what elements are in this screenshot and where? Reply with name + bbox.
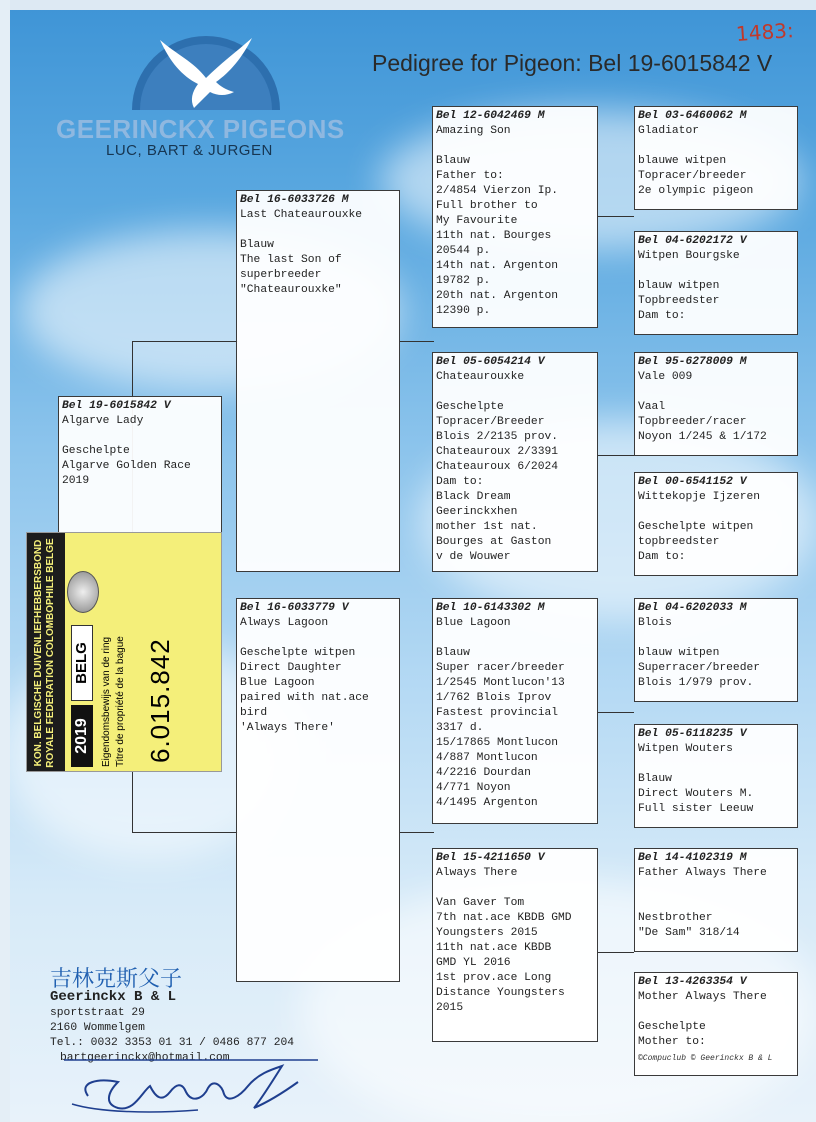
note-line: Father to:	[436, 170, 504, 182]
note-line: 12390 p.	[436, 305, 491, 317]
note-line: 4/1495 Argenton	[436, 797, 538, 809]
note-line: Geerinckxhen	[436, 506, 518, 518]
note-line: Noyon 1/245 & 1/172	[638, 431, 767, 443]
note-line: 11th nat.ace KBDB	[436, 942, 552, 954]
dam-card	[236, 598, 400, 982]
connector-line	[598, 455, 634, 456]
note-line: Blauw	[240, 239, 274, 251]
logo	[56, 28, 356, 160]
note-line: paired with nat.ace	[240, 692, 369, 704]
note-line: Dam to:	[638, 551, 686, 563]
email: bartgeerinckx@hotmail.com	[60, 1052, 230, 1064]
note-line: 1/2545 Montlucon'13	[436, 677, 565, 689]
note-line: Chateauroux 6/2024	[436, 461, 559, 473]
chinese-name: 吉林克斯父子	[50, 967, 183, 992]
connector-line	[132, 341, 238, 342]
note-line: Bourges at Gaston	[436, 536, 552, 548]
note-line: 2015	[436, 1002, 464, 1014]
note-line: 1st prov.ace Long	[436, 972, 552, 984]
federation-seal-icon	[67, 571, 99, 613]
note-line: 4/2216 Dourdan	[436, 767, 531, 779]
ring-number: Bel 13-4263354 V	[638, 976, 747, 988]
pigeon-name: Always There	[436, 867, 518, 879]
note-line: Geschelpte witpen	[638, 521, 754, 533]
sire-card	[236, 190, 400, 572]
note-line: "De Sam" 318/14	[638, 927, 740, 939]
note-line: Topracer/breeder	[638, 170, 747, 182]
note-line: Super racer/breeder	[436, 662, 565, 674]
note-line: topbreedster	[638, 536, 720, 548]
note-line: 20544 p.	[436, 245, 491, 257]
address-city: 2160 Wommelgem	[50, 1022, 145, 1034]
note-line: Black Dream	[436, 491, 511, 503]
note-line: Blue Lagoon	[240, 677, 315, 689]
note-line: Geschelpte	[436, 401, 504, 413]
note-line: Dam to:	[436, 476, 484, 488]
ring-number: Bel 00-6541152 V	[638, 476, 747, 488]
pigeon-name: Blue Lagoon	[436, 617, 511, 629]
sticker-ring-number: 6.015.842	[145, 638, 175, 763]
ssd-card	[634, 231, 798, 335]
note-line: v de Wouwer	[436, 551, 511, 563]
dove-icon	[156, 32, 256, 112]
breeder-name: Geerinckx B & L	[50, 989, 177, 1005]
note-line: Geschelpte witpen	[240, 647, 356, 659]
signature	[58, 1052, 318, 1122]
sire-dam-card	[432, 352, 598, 572]
ring-number: Bel 04-6202033 M	[638, 602, 747, 614]
sds-card	[634, 352, 798, 456]
note-line: Youngsters 2015	[436, 927, 538, 939]
pigeon-name: Blois	[638, 617, 672, 629]
dam-sire-card	[432, 598, 598, 824]
phone: Tel.: 0032 3353 01 31 / 0486 877 204	[50, 1037, 295, 1049]
ring-number: Bel 05-6118235 V	[638, 728, 747, 740]
ring-number: Bel 14-4102319 M	[638, 852, 747, 864]
ring-number: Bel 95-6278009 M	[638, 356, 747, 368]
ring-number: Bel 19-6015842 V	[62, 400, 171, 412]
note-line: Distance Youngsters	[436, 987, 565, 999]
subject-pigeon-card	[58, 396, 222, 554]
note-line: 1/762 Blois Iprov	[436, 692, 552, 704]
sire-sire-card	[432, 106, 598, 328]
note-line: 15/17865 Montlucon	[436, 737, 559, 749]
connector-line	[400, 341, 434, 342]
copyright-note: ©Compuclub © Geerinckx B & L	[638, 1054, 773, 1063]
pigeon-name: Mother Always There	[638, 991, 767, 1003]
note-line: 2019	[62, 475, 90, 487]
note-line: Geschelpte	[62, 445, 130, 457]
connector-line	[400, 832, 434, 833]
note-line: 'Always There'	[240, 722, 335, 734]
note-line: blauw witpen	[638, 647, 720, 659]
note-line: Van Gaver Tom	[436, 897, 525, 909]
note-line: The last Son of	[240, 254, 342, 266]
note-line: Nestbrother	[638, 912, 713, 924]
ring-number: Bel 12-6042469 M	[436, 110, 545, 122]
note-line: 7th nat.ace KBDB GMD	[436, 912, 572, 924]
ring-number: Bel 16-6033779 V	[240, 602, 349, 614]
dss-card	[634, 598, 798, 702]
note-line: Superracer/breeder	[638, 662, 761, 674]
note-line: Topracer/Breeder	[436, 416, 545, 428]
note-line: 3317 d.	[436, 722, 484, 734]
note-line: Chateauroux 2/3391	[436, 446, 559, 458]
note-line: 2e olympic pigeon	[638, 185, 754, 197]
note-line: Blauw	[436, 647, 470, 659]
note-line: Full sister Leeuw	[638, 803, 754, 815]
sticker-content	[27, 533, 222, 772]
certificate-label-nl: Eigendomsbewijs van de ring	[101, 636, 112, 767]
note-line: mother 1st nat.	[436, 521, 538, 533]
pigeon-name: Amazing Son	[436, 125, 511, 137]
note-line: Direct Wouters M.	[638, 788, 754, 800]
note-line: "Chateaurouxke"	[240, 284, 342, 296]
ring-number: Bel 05-6054214 V	[436, 356, 545, 368]
note-line: blauwe witpen	[638, 155, 727, 167]
sss-card	[634, 106, 798, 210]
note-line: Topbreeder/racer	[638, 416, 747, 428]
pigeon-name: Gladiator	[638, 125, 700, 137]
ring-country: BELG	[71, 625, 93, 701]
note-line: 19782 p.	[436, 275, 491, 287]
pigeon-name: Last Chateaurouxke	[240, 209, 363, 221]
pigeon-name: Father Always There	[638, 867, 767, 879]
pigeon-name: Witpen Wouters	[638, 743, 733, 755]
dsd-card	[634, 724, 798, 828]
dds-card	[634, 848, 798, 952]
handwritten-number: 1483:	[735, 18, 795, 46]
federation-name-fr: ROYALE FEDERATION COLOMBOPHILE BELGE	[45, 538, 56, 768]
connector-line	[598, 712, 634, 713]
federation-band	[27, 533, 65, 772]
federation-name-nl: KON. BELGISCHE DUIVENLIEFHEBBERSBOND	[33, 539, 44, 767]
note-line: Dam to:	[638, 310, 686, 322]
note-line: Algarve Golden Race	[62, 460, 191, 472]
note-line: 4/887 Montlucon	[436, 752, 538, 764]
ring-number: Bel 15-4211650 V	[436, 852, 545, 864]
ring-year: 2019	[71, 705, 93, 767]
note-line: bird	[240, 707, 268, 719]
pigeon-name: Always Lagoon	[240, 617, 329, 629]
note-line: 20th nat. Argenton	[436, 290, 559, 302]
certificate-label-fr: Titre de propriété de la bague	[115, 636, 126, 767]
note-line: Geschelpte	[638, 1021, 706, 1033]
note-line: GMD YL 2016	[436, 957, 511, 969]
scan-edge-left	[0, 0, 10, 1122]
pigeon-name: Algarve Lady	[62, 415, 144, 427]
note-line: My Favourite	[436, 215, 518, 227]
connector-line	[132, 832, 238, 833]
note-line: 14th nat. Argenton	[436, 260, 559, 272]
ring-number: Bel 03-6460062 M	[638, 110, 747, 122]
ring-number: Bel 10-6143302 M	[436, 602, 545, 614]
note-line: Vaal	[638, 401, 666, 413]
note-line: Fastest provincial	[436, 707, 559, 719]
dam-dam-card	[432, 848, 598, 1042]
note-line: Mother to:	[638, 1036, 706, 1048]
note-line: 4/771 Noyon	[436, 782, 511, 794]
logo-title: GEERINCKX PIGEONS	[56, 114, 345, 144]
note-line: Blois 1/979 prov.	[638, 677, 754, 689]
pigeon-name: Vale 009	[638, 371, 693, 383]
logo-subtitle: LUC, BART & JURGEN	[106, 142, 273, 159]
connector-line	[598, 952, 634, 953]
ring-number: Bel 16-6033726 M	[240, 194, 349, 206]
note-line: Blauw	[436, 155, 470, 167]
note-line: Blois 2/2135 prov.	[436, 431, 559, 443]
scan-edge-top	[0, 0, 816, 10]
ring-number: Bel 04-6202172 V	[638, 235, 747, 247]
note-line: Blauw	[638, 773, 672, 785]
connector-line	[598, 216, 634, 217]
note-line: Direct Daughter	[240, 662, 342, 674]
note-line: superbreeder	[240, 269, 322, 281]
pigeon-name: Witpen Bourgske	[638, 250, 740, 262]
pigeon-name: Wittekopje Ijzeren	[638, 491, 761, 503]
page-title: Pedigree for Pigeon: Bel 19-6015842 V	[372, 50, 773, 76]
note-line: 2/4854 Vierzon Ip.	[436, 185, 559, 197]
ring-certificate-sticker	[26, 532, 222, 772]
note-line: blauw witpen	[638, 280, 720, 292]
note-line: Full brother to	[436, 200, 538, 212]
note-line: 11th nat. Bourges	[436, 230, 552, 242]
note-line: Topbreedster	[638, 295, 720, 307]
address-street: sportstraat 29	[50, 1007, 145, 1019]
pigeon-name: Chateaurouxke	[436, 371, 525, 383]
sdd-card	[634, 472, 798, 576]
